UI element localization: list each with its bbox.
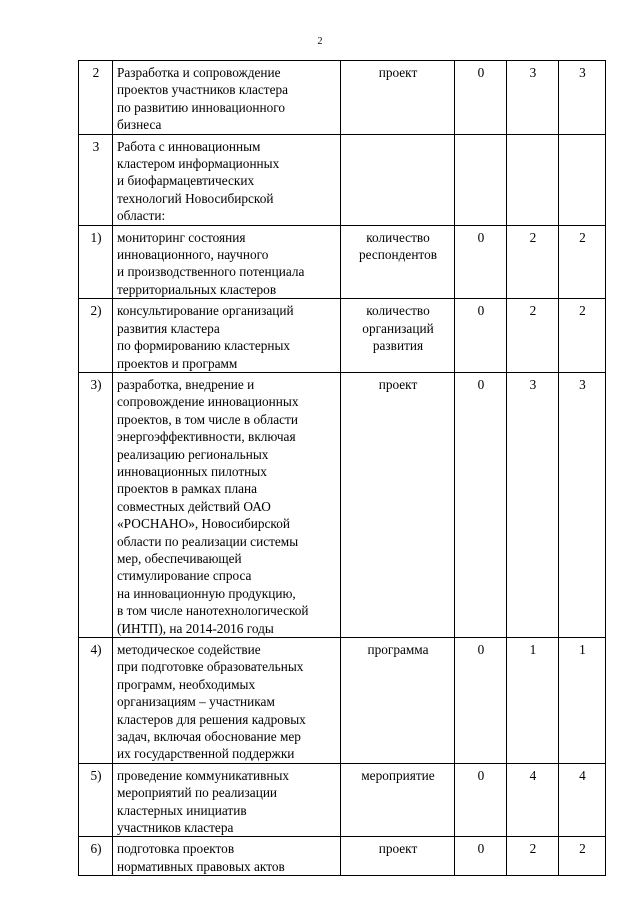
table-row (79, 638, 606, 764)
value-3: 2 (559, 225, 606, 299)
value-1: 0 (455, 225, 507, 299)
table-row (79, 837, 606, 876)
unit-of-measure: мероприятие (341, 763, 455, 837)
row-number: 2 (79, 61, 113, 135)
activity-name: Разработка и сопровождение проектов участников кластера по развитию инновационного бизнеса (113, 61, 341, 135)
row-number: 4) (79, 638, 113, 764)
value-1: 0 (455, 372, 507, 637)
value-2: 3 (507, 372, 559, 637)
unit-of-measure (341, 134, 455, 225)
value-1: 0 (455, 763, 507, 837)
activity-name: разработка, внедрение и сопровождение инновационных проектов, в том числе в области энергоэффективности, включая реализацию региональных инновационных пилотных проектов в рамках плана совместных действий ОАО «РОСНАНО», Новосибирской области по реализации системы мер, обеспечивающей стимулирование спроса на инновационную продукцию, в том числе нанотехнологической (ИНТП), на 2014-2016 годы (113, 372, 341, 637)
value-1: 0 (455, 61, 507, 135)
row-number: 5) (79, 763, 113, 837)
value-2: 3 (507, 61, 559, 135)
value-3 (559, 134, 606, 225)
value-3: 3 (559, 61, 606, 135)
activity-name: подготовка проектов нормативных правовых актов (113, 837, 341, 876)
activity-name: Работа с инновационным кластером информационных и биофармацевтических технологий Новосибирской области: (113, 134, 341, 225)
unit-of-measure: проект (341, 837, 455, 876)
activity-name: мониторинг состояния инновационного, научного и производственного потенциала территориальных кластеров (113, 225, 341, 299)
activity-name: проведение коммуникативных мероприятий по реализации кластерных инициатив участников кластера (113, 763, 341, 837)
table-row (79, 134, 606, 225)
page-number: 2 (317, 36, 323, 47)
value-3: 3 (559, 372, 606, 637)
value-1: 0 (455, 299, 507, 373)
table-row (79, 61, 606, 135)
value-2: 4 (507, 763, 559, 837)
table-row (79, 225, 606, 299)
value-2: 2 (507, 299, 559, 373)
value-2: 2 (507, 837, 559, 876)
row-number: 1) (79, 225, 113, 299)
table-row (79, 299, 606, 373)
unit-of-measure: количество респондентов (341, 225, 455, 299)
unit-of-measure: количество организаций развития (341, 299, 455, 373)
value-2: 2 (507, 225, 559, 299)
value-1 (455, 134, 507, 225)
activity-name: методическое содействие при подготовке образовательных программ, необходимых организациям – участникам кластеров для решения кадровых задач, включая обоснование мер их государственной поддержки (113, 638, 341, 764)
table-row (79, 372, 606, 637)
value-3: 4 (559, 763, 606, 837)
unit-of-measure: проект (341, 61, 455, 135)
table-row (79, 763, 606, 837)
value-1: 0 (455, 638, 507, 764)
value-1: 0 (455, 837, 507, 876)
value-3: 1 (559, 638, 606, 764)
row-number: 2) (79, 299, 113, 373)
value-2: 1 (507, 638, 559, 764)
row-number: 3) (79, 372, 113, 637)
value-3: 2 (559, 299, 606, 373)
unit-of-measure: проект (341, 372, 455, 637)
row-number: 6) (79, 837, 113, 876)
indicators-table (78, 60, 606, 876)
unit-of-measure: программа (341, 638, 455, 764)
row-number: 3 (79, 134, 113, 225)
value-2 (507, 134, 559, 225)
value-3: 2 (559, 837, 606, 876)
activity-name: консультирование организаций развития кластера по формированию кластерных проектов и программ (113, 299, 341, 373)
